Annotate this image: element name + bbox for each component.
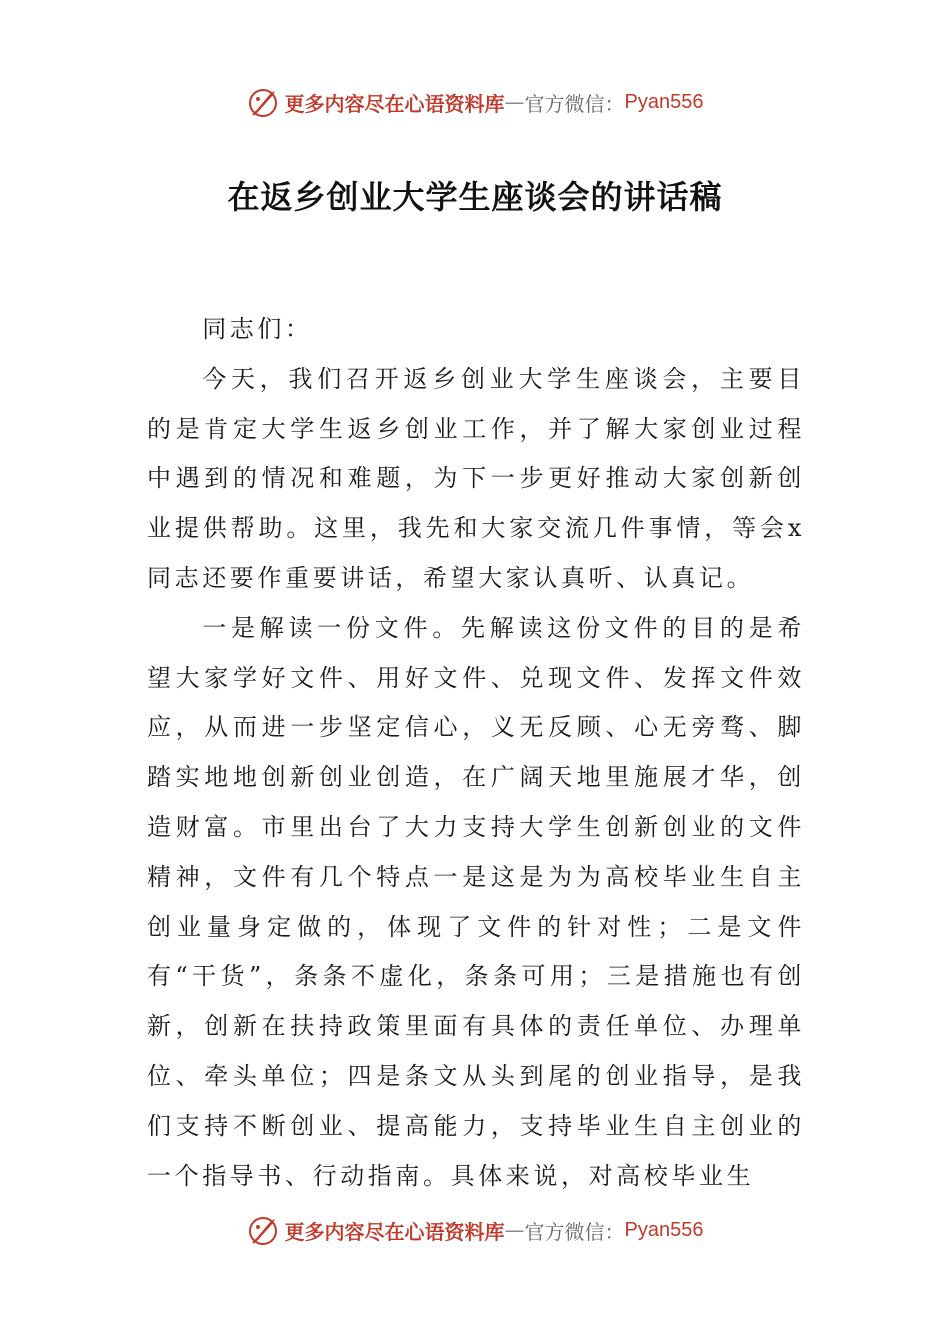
body-paragraph: 一是解读一份文件。先解读这份文件的目的是希望大家学好文件、用好文件、兑现文件、发挥文件效应，从而进一步坚定信心，义无反顾、心无旁骛、脚踏实地地创新创业创造，在广阔天地里施展才华，创造财富。市里出台了大力支持大学生创新创业的文件精神，文件有几个特点一是这是为为高校毕业生自主创业量身定做的，体现了文件的针对性；二是文件有“干货”，条条不虚化，条条可用；三是措施也有创新，创新在扶持政策里面有具体的责任单位、办理单位、牵头单位；四是条文从头到尾的创业指导，是我们支持不断创业、提高能力，支持毕业生自主创业的一个指导书、行动指南。具体来说，对高校毕业生 <box>147 613 805 1190</box>
banner-brand-text: 更多内容尽在心语资料库 <box>284 91 505 116</box>
banner-official-label: 官方微信： <box>524 1219 625 1244</box>
banner-official-label: 官方微信： <box>524 91 625 116</box>
banner-separator: — <box>504 90 525 114</box>
banner-wechat-id: Pyan556 <box>624 90 704 113</box>
document-body <box>147 305 805 1201</box>
document-title: 在返乡创业大学生座谈会的讲话稿 <box>227 178 723 216</box>
banner-brand-text: 更多内容尽在心语资料库 <box>284 1219 505 1244</box>
body-paragraph: 今天，我们召开返乡创业大学生座谈会，主要目的是肯定大学生返乡创业工作，并了解大家创业过程中遇到的情况和难题，为下一步更好推动大家创新创业提供帮助。这里，我先和大家交流几件事情，等会x同志还要作重要讲话，希望大家认真听、认真记。 <box>147 364 805 592</box>
quill-pen-logo-icon <box>247 1213 281 1247</box>
banner-wechat-id: Pyan556 <box>624 1218 704 1241</box>
quill-pen-logo-icon <box>247 85 281 119</box>
footer-banner <box>0 1210 950 1250</box>
header-banner <box>0 82 950 122</box>
greeting: 同志们： <box>202 315 313 343</box>
banner-separator: — <box>504 1218 525 1242</box>
